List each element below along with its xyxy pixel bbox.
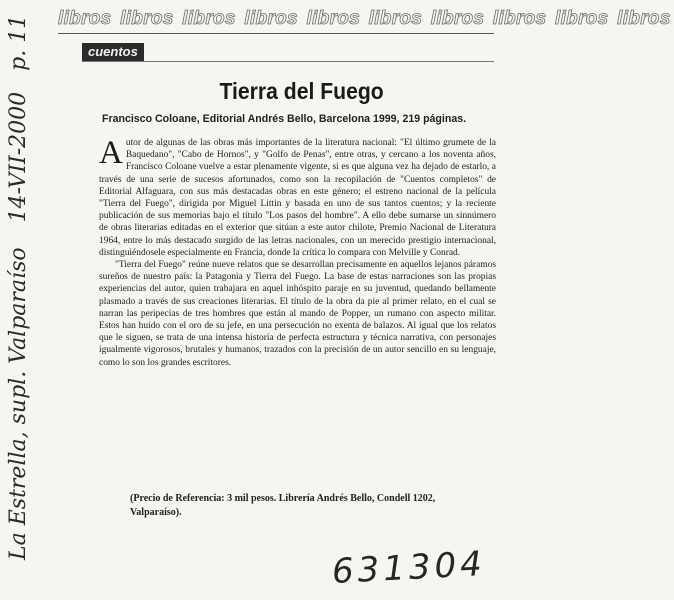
price-reference: (Precio de Referencia: 3 mil pesos. Librería Andrés Bello, Condell 1202, Valparaíso). [130,493,436,518]
banner-word: libros [368,8,423,29]
handwritten-source: La Estrella, supl. Valparaíso [6,247,31,560]
banner-word: libros [430,8,485,29]
article-byline: Francisco Coloane, Editorial Andrés Bello, Barcelona 1999, 219 páginas. [102,113,467,125]
banner-word: libros [617,8,671,29]
banner-word: libros [492,8,547,29]
drop-cap: A [99,135,123,171]
banner-word: libros [58,8,112,29]
paragraph-1-text: utor de algunas de las obras más importantes de la literatura nacional: "El último grumete de la Baquedano", "Cabo de Hornos", y "Golfo de Penas", entre otras, y cercano a los noventa años, Francisco Coloane vuelve a estar plenamente vigente, si es que alguna vez ha dejado de estarlo, a través de una serie de sucesos afortunados, como son la recopilación de "Cuentos completos" de Editorial Alfaguara, con sus más destacadas obras en este género; el estreno nacional de la película "Tierra del Fuego", dirigida por Miguel Littin y basada en uno de sus tantos cuentos; y la reciente publicación de sus memorias bajo el título "Los pasos del hombre". A ello debe sumarse un sinnúmero de obras literarias editadas en el exterior que sitúan a este autor chilote, Premio Nacional de Literatura 1964, entre lo más destacado surgido de las letras nacionales, con un merecido prestigio internacional, distinguiéndosele especialmente en Francia, donde la crítica lo compara con Melville y Conrad. [99,138,496,258]
paragraph-1 [99,137,496,259]
handwritten-page: p. 11 [6,14,31,71]
handwritten-annotation [6,0,31,560]
handwritten-date: 14-VII-2000 [6,91,31,223]
article-body [99,137,496,369]
banner-word: libros [182,8,236,29]
banner-word: libros [120,8,174,29]
banner-divider [58,33,494,34]
catalog-number: 631304 [331,544,487,592]
section-divider [82,61,494,62]
paragraph-2: "Tierra del Fuego" reúne nueve relatos que se desarrollan precisamente en aquellos lejanos páramos sureños de nuestro país: la Patagonia y Tierra del Fuego. La base de estas narraciones son las propias experiencias del autor, quien trabajara en aquel inhóspito paraje en su juventud, quedando bellamente plasmado a través de sus creaciones literarias. El título de la obra da pie al primer relato, en el cual se narran las peripecias de tres hombres que están al mando de Popper, un rumano con aspecto militar. Estos han huido con el oro de su jefe, en una persecución no exenta de balazos. Al igual que los relatos que le siguen, se trata de una intensa historia de perfecta estructura y técnica narrativa, con personajes igualmente vigorosos, brutales y humanos, trazados con la precisión de un autor sencillo en su lenguaje, como lo son los grandes escritores. [99,260,496,368]
section-label: cuentos [82,43,144,61]
banner-word: libros [555,8,609,29]
libros-banner [58,8,671,32]
article-title: Tierra del Fuego [219,78,384,104]
banner-word: libros [244,8,298,29]
banner-word: libros [306,8,361,29]
